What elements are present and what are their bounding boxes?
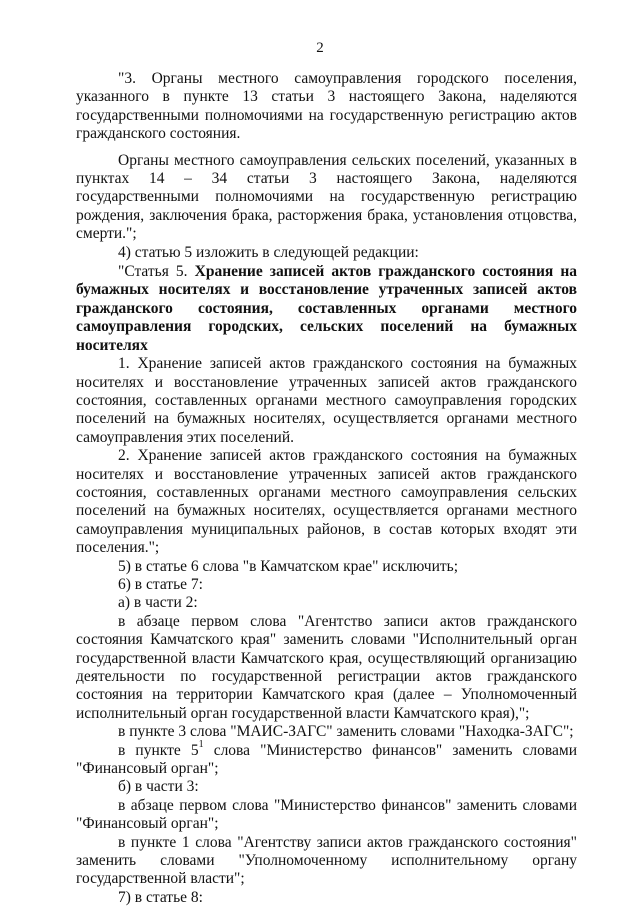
paragraph-3: 4) статью 5 изложить в следующей редакции: [118,243,419,261]
article-heading-title: Хранение записей актов гражданского состояния на бумажных носителях и восстановление утраченных записей актов гражданского состояния, составленных органами местного самоуправления городских, сельских поселений на бумажных носителях [76,263,577,354]
paragraph-2: Органы местного самоуправления сельских поселений, указанных в пунктах 14 – 34 статьи 3 настоящего Закона, наделяются государственными полномочиями на государственную регистрацию рождения, заключения брака, расторжения брака, установления отцовства, смерти."; [76,151,577,243]
paragraph-12-before: в пункте 5 [118,741,199,759]
paragraph-10: в абзаце первом слова "Агентство записи актов гражданского состояния Камчатского края" заменить словами "Исполнительный орган государственной власти Камчатского края, осуществляющий организацию деятельности по государственной регистрации актов гражданского состояния на территории Камчатского края (далее – Уполномоченный исполнительный орган государственной власти Камчатского края),"; [76,612,577,722]
paragraph-13: б) в части 3: [118,778,199,796]
paragraph-5: 1. Хранение записей актов гражданского состояния на бумажных носителях и восстановление утраченных записей актов гражданского состояния, составленных органами местного самоуправления городских поселений на бумажных носителях, осуществляется органами местного самоуправления этих поселений. [76,355,577,446]
article-heading-prefix: "Статья 5. [118,263,195,281]
article-heading [76,263,577,355]
paragraph-12-superscript: 1 [198,739,204,751]
paragraph-12 [76,739,578,779]
paragraph-6: 2. Хранение записей актов гражданского состояния на бумажных носителях и восстановление утраченных записей актов гражданского состояния, составленных органами местного самоуправления сельских поселений на бумажных носителях, осуществляется органами местного самоуправления муниципальных районов, в состав которых входят эти поселения."; [76,447,577,557]
paragraph-15: в пункте 1 слова "Агентству записи актов гражданского состояния" заменить словами "Уполномоченному исполнительному органу государственной власти"; [76,833,577,888]
paragraph-14: в абзаце первом слова "Министерство финансов" заменить словами "Финансовый орган"; [76,796,577,833]
page-number: 2 [316,40,324,56]
paragraph-1: "3. Органы местного самоуправления городского поселения, указанного в пункте 13 статьи 3 настоящего Закона, наделяются государственными полномочиями на государственную регистрацию актов гражданского состояния. [76,70,577,143]
paragraph-9: а) в части 2: [118,594,198,612]
paragraph-11: в пункте 3 слова "МАИС-ЗАГС" заменить словами "Находка-ЗАГС"; [118,723,574,741]
paragraph-16: 7) в статье 8: [118,888,203,906]
document-body [76,70,577,907]
paragraph-12-after: слова "Министерство финансов" заменить словами "Финансовый орган"; [76,741,578,778]
paragraph-8: 6) в статье 7: [118,575,203,593]
paragraph-7: 5) в статье 6 слова "в Камчатском крае" исключить; [118,557,459,575]
